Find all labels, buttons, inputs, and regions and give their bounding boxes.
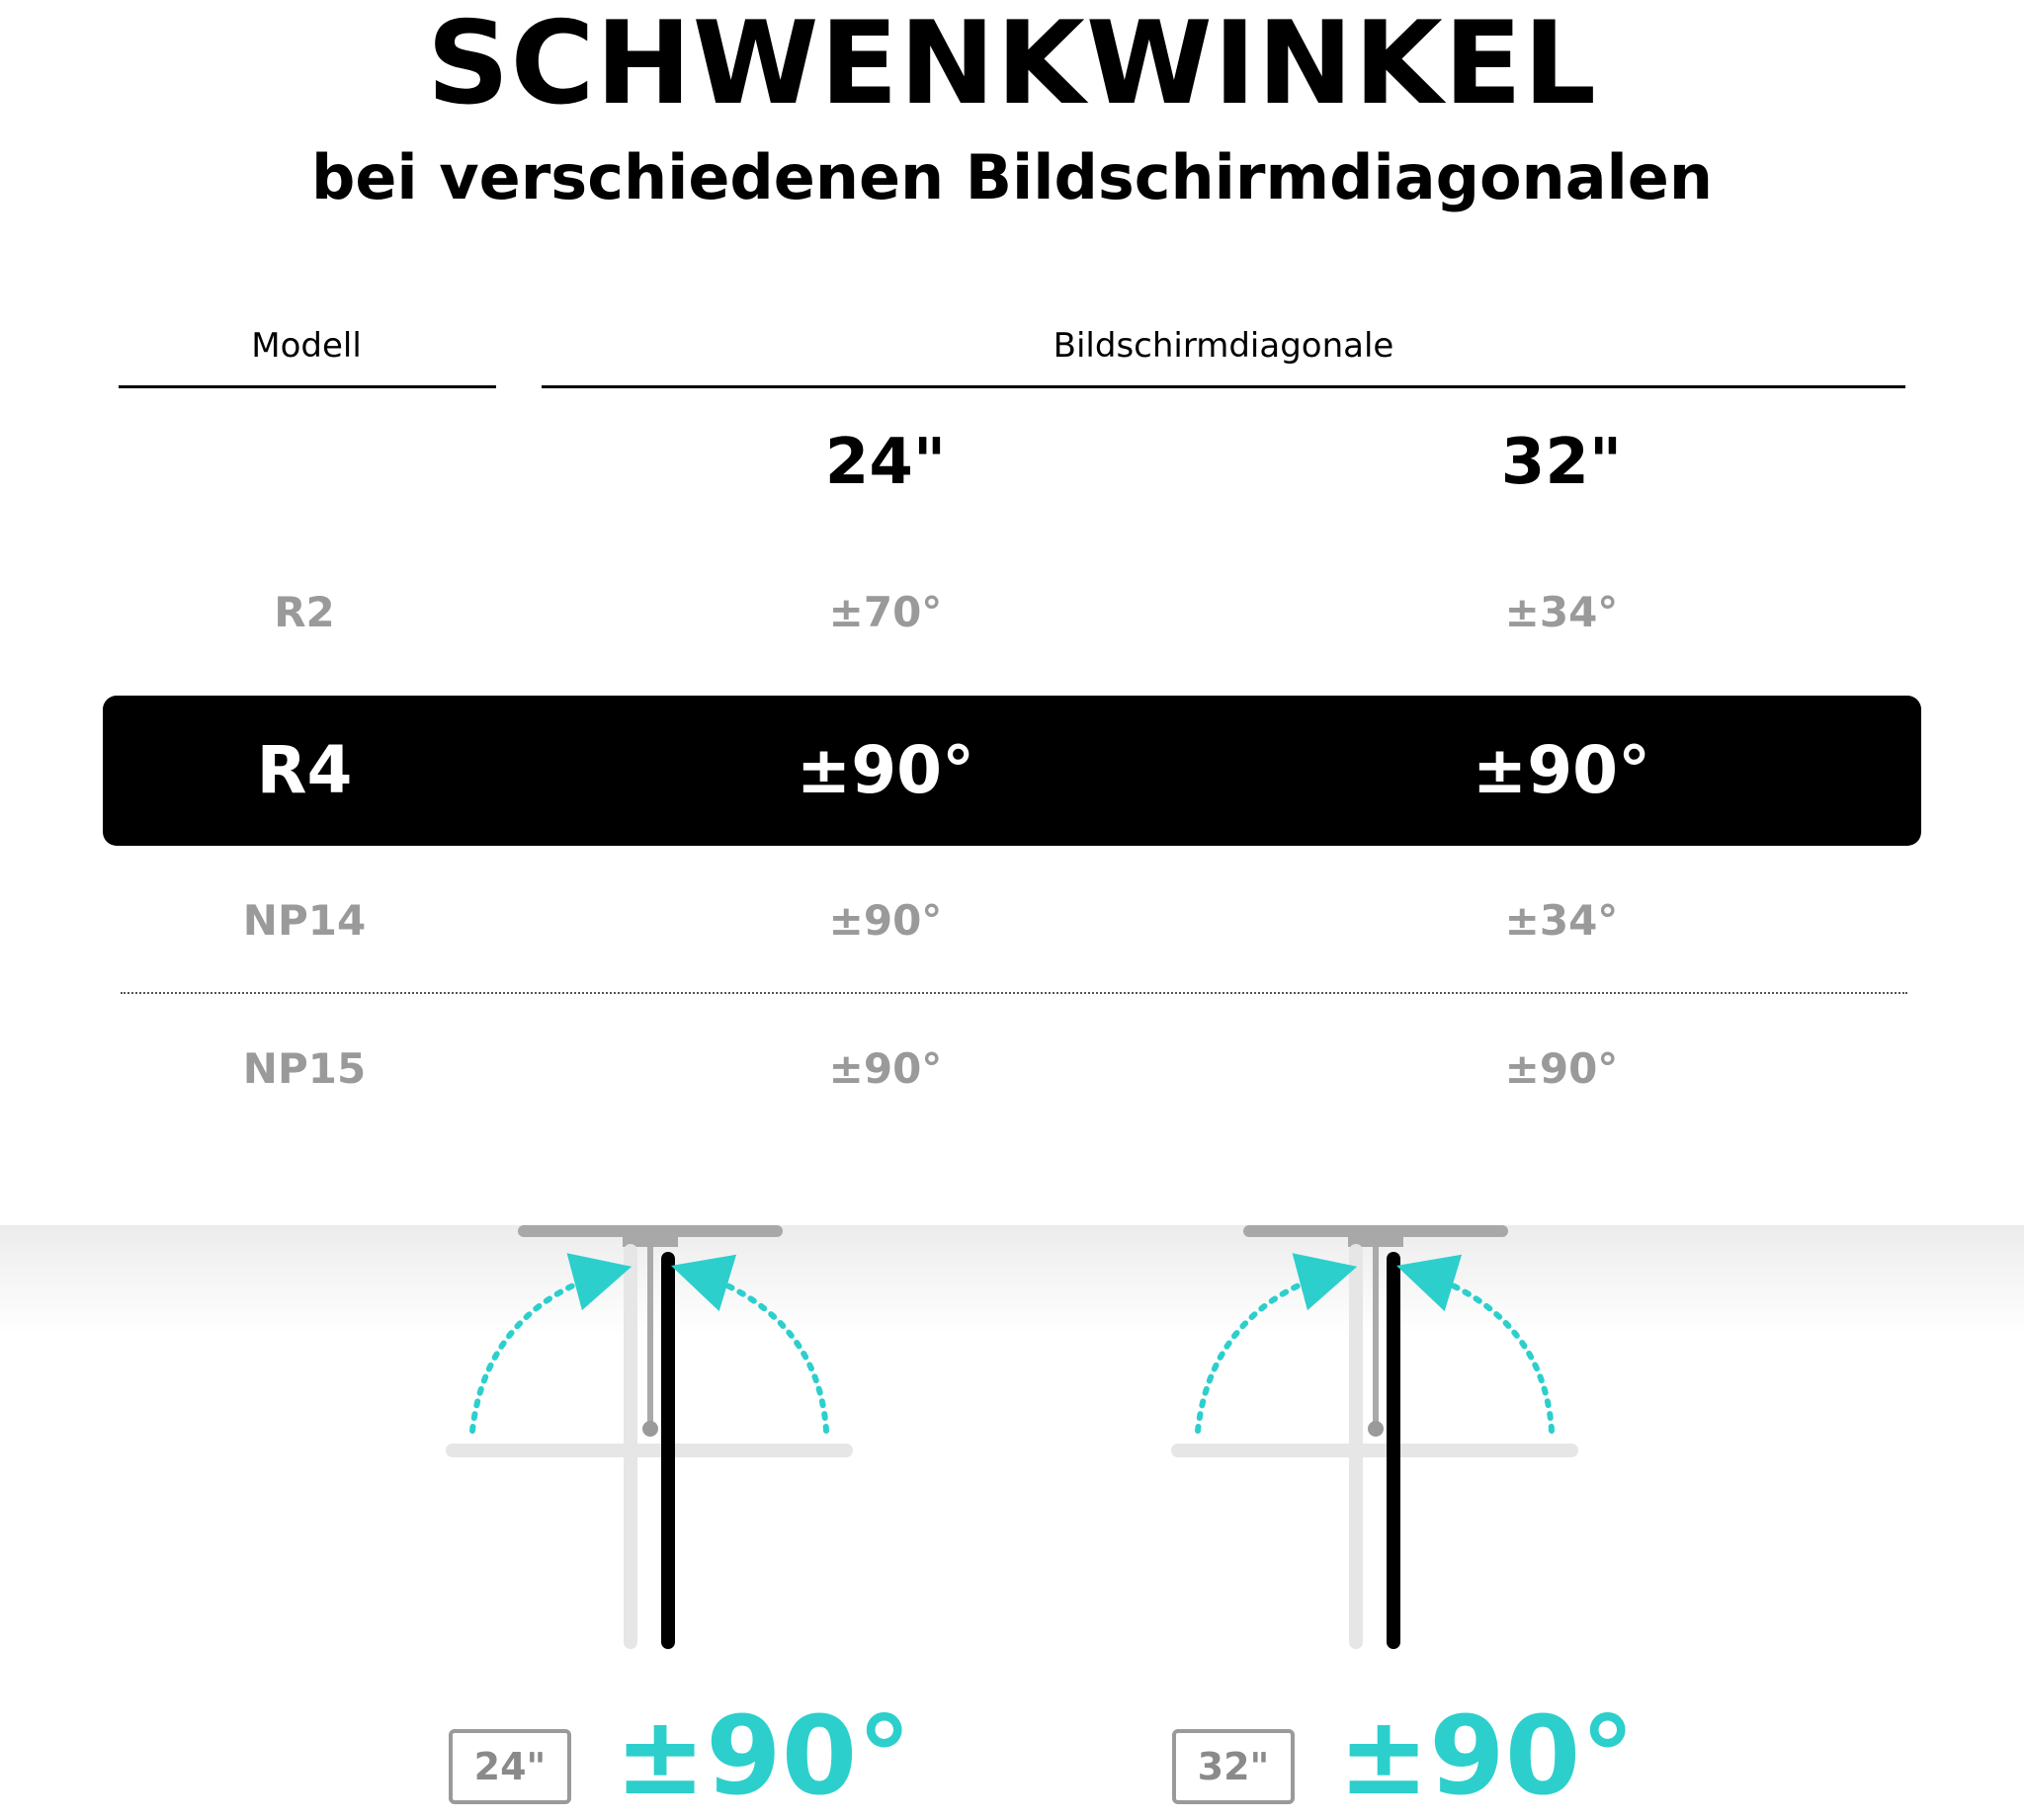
page-subtitle: bei verschiedenen Bildschirmdiagonalen	[311, 141, 1713, 213]
swivel-diagram-32	[1168, 1221, 1583, 1656]
header-model-rule	[119, 385, 496, 388]
row-r2-24: ±70°	[828, 588, 943, 636]
wall-band	[0, 1225, 2024, 1334]
page-title: SCHWENKWINKEL	[426, 0, 1598, 130]
header-diagonal-rule	[542, 385, 1905, 388]
size-badge-32: 32"	[1172, 1729, 1295, 1804]
row-r4-32: ±90°	[1472, 732, 1651, 808]
row-np14-model: NP14	[242, 896, 367, 945]
size-32-header: 32"	[1500, 426, 1623, 499]
row-r4-24: ±90°	[796, 732, 975, 808]
row-np14-24: ±90°	[828, 896, 943, 945]
row-np15-24: ±90°	[828, 1044, 943, 1093]
swivel-diagram-24	[443, 1221, 858, 1656]
header-model: Modell	[251, 326, 362, 366]
row-r2-model: R2	[274, 588, 335, 636]
size-badge-24: 24"	[449, 1729, 571, 1804]
row-np14-32: ±34°	[1504, 896, 1619, 945]
row-r4-model: R4	[256, 732, 353, 808]
size-24-header: 24"	[824, 426, 947, 499]
angle-value-24: ±90°	[615, 1693, 912, 1819]
angle-value-32: ±90°	[1338, 1693, 1636, 1819]
row-r2-32: ±34°	[1504, 588, 1619, 636]
row-np15-32: ±90°	[1504, 1044, 1619, 1093]
row-np15-model: NP15	[242, 1044, 367, 1093]
header-diagonal: Bildschirmdiagonale	[1053, 326, 1394, 366]
row-divider	[121, 992, 1907, 994]
